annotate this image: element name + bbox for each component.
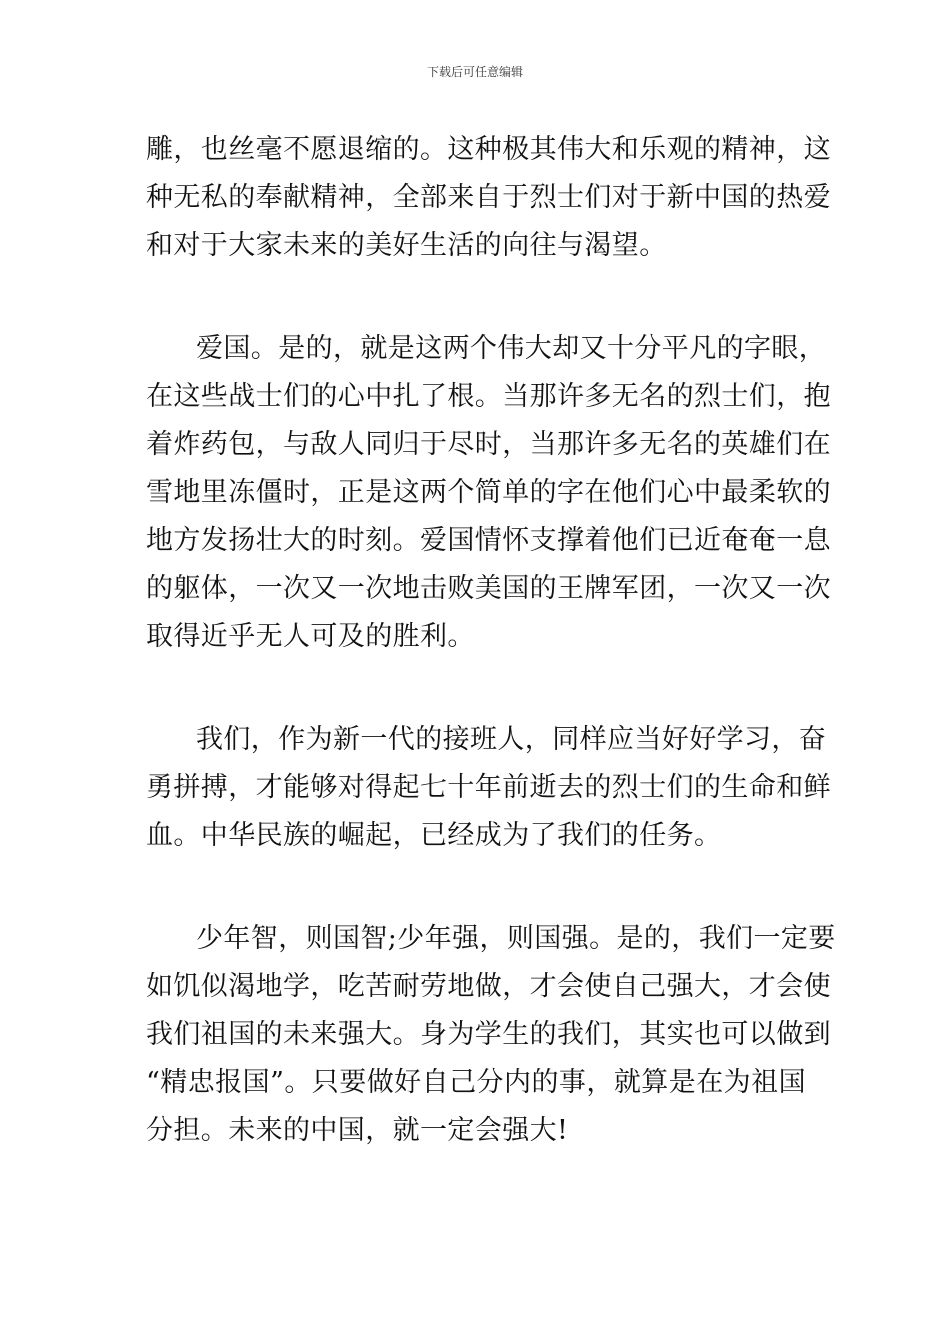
paragraph-line: 爱国。是的，就是这两个伟大却又十分平凡的字眼， [196,333,827,364]
paragraph-line: 如饥似渴地学，吃苦耐劳地做，才会使自己强大，才会使 [146,971,831,1002]
paragraph-line: 我们祖国的未来强大。身为学生的我们，其实也可以做到 [146,1019,831,1050]
paragraph-line: 雕，也丝毫不愿退缩的。这种极其伟大和乐观的精神，这 [146,134,831,165]
paragraph-line: 在这些战士们的心中扎了根。当那许多无名的烈士们，抱 [146,381,831,412]
paragraph-line: 雪地里冻僵时，正是这两个简单的字在他们心中最柔软的 [146,477,831,508]
paragraph-line: 和对于大家未来的美好生活的向往与渴望。 [146,230,667,261]
paragraph-line: 血。中华民族的崛起，已经成为了我们的任务。 [146,820,722,851]
paragraph-line: 分担。未来的中国，就一定会强大! [146,1115,569,1146]
paragraph-line: “精忠报国”。只要做好自己分内的事，就算是在为祖国 [146,1067,806,1098]
paragraph-line: 着炸药包，与敌人同归于尽时，当那许多无名的英雄们在 [146,429,831,460]
paragraph-line: 少年智，则国智;少年强，则国强。是的，我们一定要 [196,923,836,954]
paragraph-line: 勇拼搏，才能够对得起七十年前逝去的烈士们的生命和鲜 [146,772,831,803]
paragraph-line: 我们，作为新一代的接班人，同样应当好好学习，奋 [196,724,827,755]
page-header: 下载后可任意编辑 [426,65,523,79]
paragraph-line: 种无私的奉献精神，全部来自于烈士们对于新中国的热爱 [146,182,831,213]
paragraph-line: 的躯体，一次又一次地击败美国的王牌军团，一次又一次 [146,573,831,604]
paragraph-line: 地方发扬壮大的时刻。爱国情怀支撑着他们已近奄奄一息 [146,525,831,556]
paragraph-line: 取得近乎无人可及的胜利。 [146,621,475,652]
